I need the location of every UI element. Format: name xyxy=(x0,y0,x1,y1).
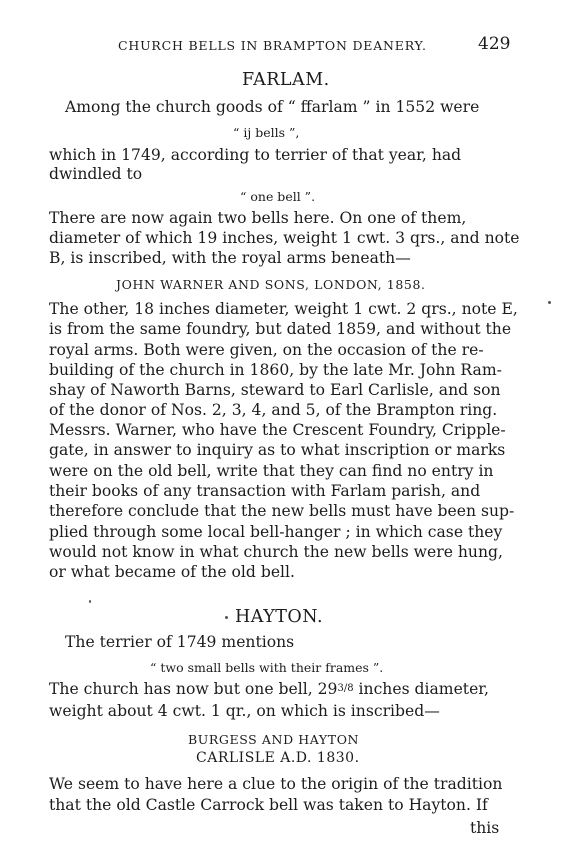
diameter-fraction: 3/8 xyxy=(337,683,354,694)
body-line: would not know in what church the new bells were hung, xyxy=(49,543,503,561)
body-line: or what became of the old bell. xyxy=(49,563,295,581)
body-line: building of the church in 1860, by the late Mr. John Ram- xyxy=(49,361,502,379)
body-line: The other, 18 inches diameter, weight 1 cwt. 2 qrs., note E, xyxy=(49,300,518,318)
body-line: royal arms. Both were given, on the occasion of the re- xyxy=(49,341,484,359)
scan-speck xyxy=(89,600,91,603)
body-line: shay of Naworth Barns, steward to Earl Carlisle, and son xyxy=(49,381,501,399)
page-number: 429 xyxy=(478,34,511,54)
scan-speck xyxy=(225,616,228,619)
quoted-text: “ ij bells ”, xyxy=(233,125,300,140)
body-line: weight about 4 cwt. 1 qr., on which is inscribed— xyxy=(49,702,440,720)
body-line: dwindled to xyxy=(49,165,143,183)
catchword: this xyxy=(470,819,500,837)
body-line: were on the old bell, write that they can find no entry in xyxy=(49,462,494,480)
body-line: of the donor of Nos. 2, 3, 4, and 5, of the Brampton ring. xyxy=(49,401,498,419)
body-line: therefore conclude that the new bells must have been sup- xyxy=(49,502,515,520)
body-line: gate, in answer to inquiry as to what inscription or marks xyxy=(49,441,506,459)
body-line: Messrs. Warner, who have the Crescent Foundry, Cripple- xyxy=(49,421,506,439)
body-line: The terrier of 1749 mentions xyxy=(65,633,295,651)
section-heading-hayton: HAYTON. xyxy=(235,607,324,627)
fraction-line-before: The church has now but one bell, 29 xyxy=(49,680,338,698)
body-line: diameter of which 19 inches, weight 1 cwt. 3 qrs., and note xyxy=(49,229,520,247)
bell-inscription: JOHN WARNER AND SONS, LONDON, 1858. xyxy=(116,277,426,292)
section-heading-farlam: FARLAM. xyxy=(242,70,330,90)
bell-inscription: BURGESS AND HAYTON xyxy=(188,732,360,747)
body-line: is from the same foundry, but dated 1859, and without the xyxy=(49,320,512,338)
body-line: There are now again two bells here. On one of them, xyxy=(49,209,467,227)
bell-inscription: CARLISLE A.D. 1830. xyxy=(196,750,360,766)
body-line-with-fraction xyxy=(49,680,489,698)
body-line: their books of any transaction with Farlam parish, and xyxy=(49,482,481,500)
running-title: CHURCH BELLS IN BRAMPTON DEANERY. xyxy=(118,38,427,53)
body-line: which in 1749, according to terrier of that year, had xyxy=(49,146,462,164)
body-line: plied through some local bell-hanger ; in which case they xyxy=(49,523,503,541)
body-line: B, is inscribed, with the royal arms beneath— xyxy=(49,249,411,267)
fraction-line-after: inches diameter, xyxy=(353,680,490,698)
quoted-text: “ two small bells with their frames ”. xyxy=(150,660,384,675)
scan-speck xyxy=(548,301,551,304)
body-line: Among the church goods of “ ffarlam ” in 1552 were xyxy=(65,98,480,116)
body-line: that the old Castle Carrock bell was taken to Hayton. If xyxy=(49,796,488,814)
body-line: We seem to have here a clue to the origin of the tradition xyxy=(49,775,503,793)
quoted-text: “ one bell ”. xyxy=(240,189,316,204)
